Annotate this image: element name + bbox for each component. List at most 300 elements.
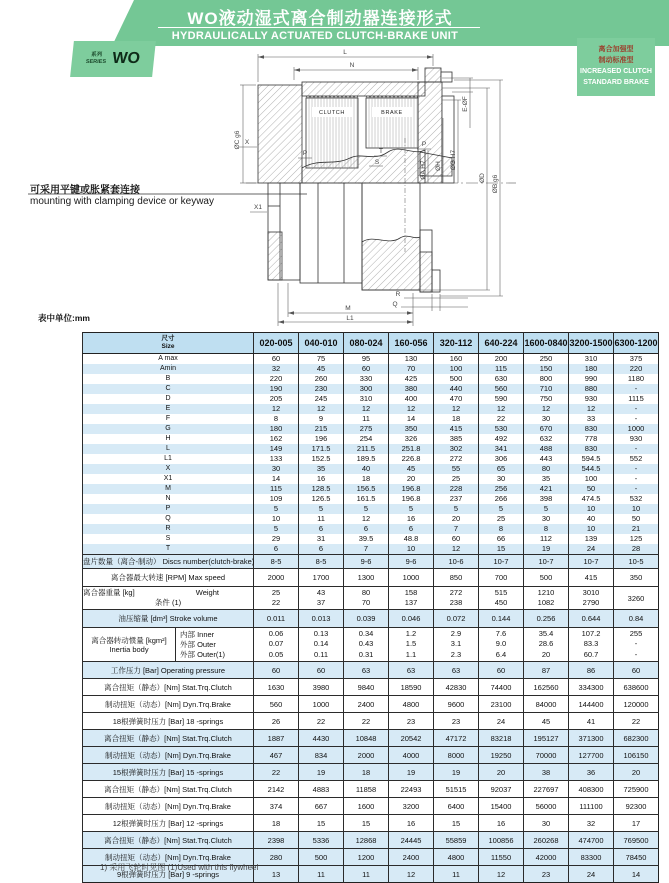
variant-en-1: INCREASED CLUTCH <box>580 68 652 75</box>
value-cell: 272 <box>434 454 479 464</box>
value-cell: 65 <box>479 464 524 474</box>
value-cell: 2000 <box>254 569 299 587</box>
value-line: 9.0 <box>495 639 507 649</box>
dimension-row <box>83 434 659 444</box>
value-cell: 467 <box>254 747 299 764</box>
value-cell: 306 <box>479 454 524 464</box>
value-cell: 830 <box>569 424 614 434</box>
value-cell: 10 <box>569 504 614 514</box>
value-line: 0.06 <box>268 628 284 638</box>
value-cell: 8 <box>479 524 524 534</box>
value-cell: 32 <box>569 815 614 832</box>
weight-label-line1 <box>83 588 253 598</box>
dia-h-label: ØH <box>435 161 442 171</box>
value-cell: 171.5 <box>299 444 344 454</box>
dim-label-l: L <box>343 49 347 56</box>
value-line: 2.9 <box>450 628 462 638</box>
value-cell: 115 <box>479 364 524 374</box>
value-cell: 11 <box>344 414 389 424</box>
value-cell: 45 <box>299 364 344 374</box>
row-label: 制动扭矩（动态）[Nm] Dyn.Trq.Brake <box>83 747 254 764</box>
value-cell: 16 <box>389 514 434 524</box>
inertia-sub-label: 内部 Inner <box>180 629 215 639</box>
value-cell: - <box>614 464 659 474</box>
value-cell: 9-6 <box>344 555 389 569</box>
value-cell: 769500 <box>614 832 659 849</box>
dim-label-q: Q <box>392 301 398 308</box>
value-cell: 302 <box>434 444 479 454</box>
dim-label-n: N <box>349 62 355 69</box>
value-cell: 60 <box>614 662 659 679</box>
value-cell: 20 <box>389 474 434 484</box>
dimension-row <box>83 454 659 464</box>
row-label: 制动扭矩（动态）[Nm] Dyn.Trq.Brake <box>83 798 254 815</box>
value-cell: 19 <box>299 764 344 781</box>
value-cell: 530 <box>479 424 524 434</box>
value-cell: 15 <box>344 815 389 832</box>
value-cell: 22493 <box>389 781 434 798</box>
value-line: 20 <box>541 649 551 659</box>
value-cell: 106150 <box>614 747 659 764</box>
dimension-row <box>83 504 659 514</box>
value-cell: 109 <box>254 494 299 504</box>
value-cell: 9-6 <box>389 555 434 569</box>
value-cell <box>254 587 299 610</box>
value-cell: 40 <box>569 514 614 524</box>
value-cell: 220 <box>614 364 659 374</box>
value-cell: 189.5 <box>344 454 389 464</box>
value-cell: - <box>614 474 659 484</box>
value-cell <box>524 587 569 610</box>
value-cell: 30 <box>524 414 569 424</box>
row-label: 离合扭矩（静态）[Nm] Stat.Trq.Clutch <box>83 730 254 747</box>
value-cell: 12 <box>569 404 614 414</box>
value-cell: 371300 <box>569 730 614 747</box>
value-cell: 5 <box>299 504 344 514</box>
row-label: T <box>83 544 254 555</box>
value-cell: 260268 <box>524 832 569 849</box>
inertia-label-left <box>83 628 175 661</box>
value-cell: 778 <box>569 434 614 444</box>
value-cell: 56000 <box>524 798 569 815</box>
value-cell: 0.84 <box>614 610 659 628</box>
value-cell: 130 <box>389 354 434 365</box>
value-cell: 115 <box>254 484 299 494</box>
value-cell: 20 <box>479 764 524 781</box>
value-line: 0.13 <box>313 628 329 638</box>
value-cell: 55859 <box>434 832 479 849</box>
value-cell: 0.144 <box>479 610 524 628</box>
row-label: D <box>83 394 254 404</box>
value-cell: 60 <box>344 364 389 374</box>
value-cell: 19 <box>524 544 569 555</box>
torque-row <box>83 798 659 815</box>
dimension-row <box>83 494 659 504</box>
value-cell: 19 <box>389 764 434 781</box>
value-cell: 2000 <box>344 747 389 764</box>
value-line: 1210 <box>537 588 555 597</box>
value-cell: 22 <box>254 764 299 781</box>
series-label-cn: 系列 <box>90 51 103 58</box>
value-line: 0.05 <box>268 649 284 659</box>
dim-label-r: R <box>395 291 401 298</box>
value-cell: 23 <box>524 866 569 883</box>
value-cell: 488 <box>524 444 569 454</box>
value-cell: 1200 <box>344 849 389 866</box>
row-label: 9根弹簧时压力 [Bar] 9 -springs <box>83 866 254 883</box>
value-cell: 408300 <box>569 781 614 798</box>
value-cell: 70 <box>389 364 434 374</box>
value-cell: 6 <box>299 544 344 555</box>
torque-row <box>83 781 659 798</box>
value-cell: 9600 <box>434 696 479 713</box>
value-cell: 500 <box>299 849 344 866</box>
size-header-cn: 尺寸 <box>161 334 175 342</box>
row-label: 盘片数量（离合-制动） Discs number(clutch-brake) <box>83 555 254 569</box>
value-cell: 63 <box>344 662 389 679</box>
value-cell: 10 <box>254 514 299 524</box>
dim-label-x: X <box>244 139 250 146</box>
row-label: G <box>83 424 254 434</box>
row-label: 离合扭矩（静态）[Nm] Stat.Trq.Clutch <box>83 781 254 798</box>
dimension-row <box>83 484 659 494</box>
value-line: 25 <box>271 588 281 597</box>
dim-label-l1: L1 <box>346 315 354 322</box>
value-cell: 200 <box>479 354 524 365</box>
value-cell: 0.256 <box>524 610 569 628</box>
variant-en-2: STANDARD BRAKE <box>583 78 649 86</box>
value-cell: 100856 <box>479 832 524 849</box>
value-cell: 10 <box>389 544 434 555</box>
value-cell: 24445 <box>389 832 434 849</box>
value-cell: 112 <box>524 534 569 544</box>
value-cell: 22 <box>614 713 659 730</box>
value-cell: 310 <box>569 354 614 365</box>
value-cell: 20542 <box>389 730 434 747</box>
value-cell: 60 <box>254 662 299 679</box>
value-cell: 350 <box>614 569 659 587</box>
row-label: X1 <box>83 474 254 484</box>
size-header-cell <box>83 333 254 354</box>
value-cell: 95 <box>344 354 389 365</box>
value-cell: 60 <box>479 662 524 679</box>
value-cell: 83218 <box>479 730 524 747</box>
value-cell: 162560 <box>524 679 569 696</box>
inertia-sub-labels <box>175 628 253 661</box>
value-line: - <box>634 639 638 649</box>
value-cell: 0.644 <box>569 610 614 628</box>
value-cell: 230 <box>299 384 344 394</box>
row-label: 离合器最大转速 [RPM] Max speed <box>83 569 254 587</box>
value-cell <box>569 628 614 662</box>
value-cell: 12 <box>434 544 479 555</box>
row-label: 离合扭矩（静态）[Nm] Stat.Trq.Clutch <box>83 679 254 696</box>
value-cell: 1887 <box>254 730 299 747</box>
value-cell: 380 <box>389 384 434 394</box>
row-label: 15根弹簧时压力 [Bar] 15 -springs <box>83 764 254 781</box>
value-cell: 15 <box>299 815 344 832</box>
value-cell: 375 <box>614 354 659 365</box>
value-cell: 6400 <box>434 798 479 815</box>
value-cell: 63 <box>389 662 434 679</box>
value-cell: 4430 <box>299 730 344 747</box>
value-cell <box>254 628 299 662</box>
row-label: F <box>83 414 254 424</box>
value-line: 22 <box>271 598 281 607</box>
value-cell: 5 <box>344 504 389 514</box>
value-cell: 92037 <box>479 781 524 798</box>
value-cell: 638600 <box>614 679 659 696</box>
value-cell: 161.5 <box>344 494 389 504</box>
torque-row <box>83 764 659 781</box>
value-cell: 250 <box>524 354 569 365</box>
value-cell: 180 <box>569 364 614 374</box>
value-cell: 560 <box>479 384 524 394</box>
value-cell: 7 <box>434 524 479 534</box>
value-cell: 5 <box>524 504 569 514</box>
row-label: E <box>83 404 254 414</box>
value-cell <box>434 587 479 610</box>
value-cell: 1115 <box>614 394 659 404</box>
value-cell: 830 <box>569 444 614 454</box>
value-cell: 15 <box>479 544 524 555</box>
value-cell: 700 <box>479 569 524 587</box>
value-cell: 45 <box>389 464 434 474</box>
value-cell: - <box>614 484 659 494</box>
row-label: 18根弹簧时压力 [Bar] 18 -springs <box>83 713 254 730</box>
value-line: 28.6 <box>538 639 554 649</box>
annotation-en: mounting with clamping device or keyway <box>30 196 214 207</box>
value-cell: 251.8 <box>389 444 434 454</box>
value-cell: 24 <box>479 713 524 730</box>
value-cell: 6 <box>389 524 434 534</box>
dimension-row <box>83 414 659 424</box>
value-cell: 126.5 <box>299 494 344 504</box>
value-cell: 196.8 <box>389 494 434 504</box>
value-cell: 326 <box>389 434 434 444</box>
value-cell: 11 <box>344 866 389 883</box>
series-label-en: SERIES <box>85 59 107 65</box>
value-line: 3.1 <box>450 639 462 649</box>
value-cell: 256 <box>479 484 524 494</box>
row-label: A max <box>83 354 254 365</box>
dimension-row <box>83 424 659 434</box>
size-column-header: 6300-1200 <box>614 333 659 354</box>
size-column-header: 640-224 <box>479 333 524 354</box>
value-cell: 22 <box>479 414 524 424</box>
value-cell: 10 <box>614 504 659 514</box>
value-cell: 374 <box>254 798 299 815</box>
value-cell: 1700 <box>299 569 344 587</box>
value-cell: 23 <box>389 713 434 730</box>
value-cell: 125 <box>614 534 659 544</box>
value-cell: 9840 <box>344 679 389 696</box>
page-title-en: HYDRAULICALLY ACTUATED CLUTCH-BRAKE UNIT <box>171 30 459 42</box>
value-cell: 12 <box>524 404 569 414</box>
row-label <box>83 587 254 610</box>
value-cell: 196.8 <box>389 484 434 494</box>
value-cell: 1000 <box>614 424 659 434</box>
value-cell: 60 <box>434 534 479 544</box>
value-line: 515 <box>494 588 508 597</box>
value-cell: 10848 <box>344 730 389 747</box>
value-cell: 128.5 <box>299 484 344 494</box>
dimension-row <box>83 364 659 374</box>
value-cell: 24 <box>569 866 614 883</box>
value-line: 1.5 <box>405 639 417 649</box>
value-cell: 398 <box>524 494 569 504</box>
value-cell: 195127 <box>524 730 569 747</box>
value-cell: 725900 <box>614 781 659 798</box>
variant-cn-2: 制动标准型 <box>598 57 634 65</box>
value-cell: 227697 <box>524 781 569 798</box>
weight-row <box>83 587 659 610</box>
value-cell: 10-7 <box>569 555 614 569</box>
page-title-cn: WO液动湿式离合制动器连接形式 <box>187 9 453 28</box>
value-cell: 18 <box>344 764 389 781</box>
value-cell: 5 <box>254 524 299 534</box>
value-cell: 10-6 <box>434 555 479 569</box>
value-cell: 0.046 <box>389 610 434 628</box>
value-cell: 22 <box>299 713 344 730</box>
value-cell: 670 <box>524 424 569 434</box>
value-cell: 55 <box>434 464 479 474</box>
value-cell: 300 <box>344 384 389 394</box>
value-cell: 14 <box>389 414 434 424</box>
torque-row <box>83 832 659 849</box>
value-cell: 632 <box>524 434 569 444</box>
torque-row <box>83 713 659 730</box>
value-cell: 6 <box>254 544 299 555</box>
dimension-row <box>83 354 659 365</box>
value-cell: 190 <box>254 384 299 394</box>
value-line: 255 <box>629 628 643 638</box>
value-cell: 51515 <box>434 781 479 798</box>
value-cell: 150 <box>524 364 569 374</box>
value-cell: 500 <box>434 374 479 384</box>
value-cell: 492 <box>479 434 524 444</box>
value-cell: 28 <box>614 544 659 555</box>
value-cell: 33 <box>569 414 614 424</box>
value-cell: 31 <box>299 534 344 544</box>
value-cell: - <box>614 414 659 424</box>
size-column-header: 160-056 <box>389 333 434 354</box>
value-cell: 834 <box>299 747 344 764</box>
value-cell: 19250 <box>479 747 524 764</box>
row-label: B <box>83 374 254 384</box>
value-cell: 12 <box>389 404 434 414</box>
value-cell: 152.5 <box>299 454 344 464</box>
value-line: 43 <box>316 588 326 597</box>
value-cell: 100 <box>569 474 614 484</box>
value-cell: 0.039 <box>344 610 389 628</box>
value-cell: 66 <box>479 534 524 544</box>
value-cell: 930 <box>614 434 659 444</box>
weight-label-en: Weight <box>195 588 219 597</box>
value-cell: 1600 <box>344 798 389 815</box>
dia-d-label: ØD <box>479 173 486 183</box>
table-header-row <box>83 333 659 354</box>
value-cell: 5 <box>254 504 299 514</box>
value-cell: 5336 <box>299 832 344 849</box>
value-cell: 30 <box>524 815 569 832</box>
value-cell: 5 <box>479 504 524 514</box>
e-f-label: E-ØF <box>462 96 469 112</box>
inertia-label-cn: 离合器转动惯量 [kgm²] <box>91 635 167 645</box>
value-cell: 18 <box>254 815 299 832</box>
value-line: 0.34 <box>358 628 374 638</box>
spec-table <box>82 332 659 883</box>
value-line: 0.14 <box>313 639 329 649</box>
dim-label-m: M <box>345 305 351 312</box>
inertia-sub-label: 外部 Outer <box>180 639 216 649</box>
value-cell: 560 <box>254 696 299 713</box>
value-cell: 930 <box>569 394 614 404</box>
brake-pack <box>366 98 418 148</box>
value-cell: 6 <box>344 524 389 534</box>
row-label: 制动扭矩（动态）[Nm] Dyn.Trq.Brake <box>83 696 254 713</box>
value-cell: 1180 <box>614 374 659 384</box>
value-cell: 23 <box>434 713 479 730</box>
value-cell: 22 <box>344 713 389 730</box>
value-cell: 11 <box>299 866 344 883</box>
value-cell: 215 <box>299 424 344 434</box>
value-cell: 144400 <box>569 696 614 713</box>
value-line: 272 <box>449 588 463 597</box>
inertia-label <box>83 628 253 661</box>
value-cell <box>344 587 389 610</box>
value-cell: 29 <box>254 534 299 544</box>
dim-label-p-right: P <box>421 141 427 148</box>
value-cell: 20 <box>614 764 659 781</box>
dimension-row <box>83 404 659 414</box>
inertia-sub-label: 外部 Outer(1) <box>180 649 226 659</box>
value-cell: 18 <box>344 474 389 484</box>
value-cell: 1000 <box>299 696 344 713</box>
value-cell: 23100 <box>479 696 524 713</box>
size-column-header: 040-010 <box>299 333 344 354</box>
value-cell: 50 <box>614 514 659 524</box>
value-cell: 220 <box>254 374 299 384</box>
value-cell: 211.5 <box>344 444 389 454</box>
size-column-header: 320-112 <box>434 333 479 354</box>
value-line: 137 <box>404 598 418 607</box>
dia-a-label: ØA H7 <box>420 160 427 180</box>
value-cell: 180 <box>254 424 299 434</box>
dim-label-s: S <box>374 159 380 166</box>
size-column-header: 3200-1500 <box>569 333 614 354</box>
value-line: 3010 <box>582 588 600 597</box>
size-column-header: 080-024 <box>344 333 389 354</box>
value-cell: 2142 <box>254 781 299 798</box>
row-label: 制动扭矩（动态）[Nm] Dyn.Trq.Brake <box>83 849 254 866</box>
dimension-row <box>83 384 659 394</box>
value-cell: 443 <box>524 454 569 464</box>
value-cell: 440 <box>434 384 479 394</box>
row-label: 12根弹簧时压力 [Bar] 12 -springs <box>83 815 254 832</box>
value-cell: 32 <box>254 364 299 374</box>
value-cell: 24 <box>569 544 614 555</box>
row-label <box>83 628 254 662</box>
value-cell: 4000 <box>389 747 434 764</box>
dia-b-label: ØB g6 <box>492 174 499 194</box>
value-cell: 8000 <box>434 747 479 764</box>
value-cell: 5 <box>434 504 479 514</box>
value-cell: 35 <box>299 464 344 474</box>
row-label: P <box>83 504 254 514</box>
value-cell: 156.5 <box>344 484 389 494</box>
weight-label-cn: 离合器重量 [kg] <box>83 588 135 597</box>
